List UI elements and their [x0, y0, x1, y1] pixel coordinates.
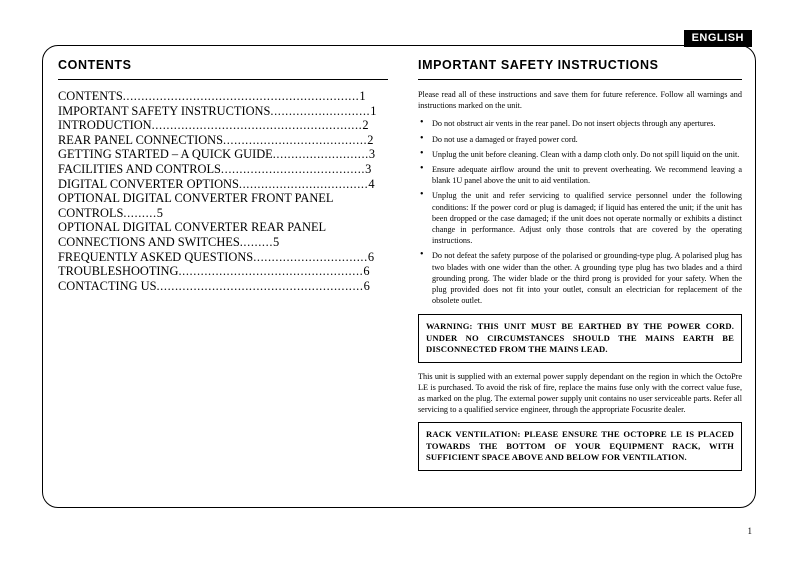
toc-entry[interactable]: [58, 89, 388, 104]
toc-dot-leader: .........: [123, 205, 157, 220]
toc-dot-leader: ................................................................: [122, 89, 360, 103]
warning-box: WARNING: THIS UNIT MUST BE EARTHED BY THE POWER CORD. UNDER NO CIRCUMSTANCES SHOULD THE MAINS EARTH BE DISCONNECTED FROM THE MAINS LEAD.: [418, 314, 742, 362]
toc-entry-page: 6: [363, 264, 370, 279]
toc-entry-page: 6: [367, 249, 375, 264]
toc-entry[interactable]: [58, 118, 388, 133]
toc-entry-label: IMPORTANT SAFETY INSTRUCTIONS: [58, 103, 271, 118]
safety-column: [418, 58, 742, 479]
toc-dot-leader: ........................................................: [156, 278, 364, 293]
contents-heading-rule: [58, 79, 388, 80]
power-supply-paragraph: This unit is supplied with an external power supply dependant on the region in which the OctoPre LE is purchased. To avoid the risk of fire, replace the mains fuse only with the correct value fuse, as marked on the plug. The external power supply unit contains no user serviceable parts. Refer all servicing to a qualified service engineer, through the appropriate Focusrite dealer.: [418, 371, 742, 415]
toc-entry-label: GETTING STARTED – A QUICK GUIDE: [58, 147, 273, 162]
toc-entry-label: REAR PANEL CONNECTIONS: [58, 132, 223, 147]
toc-entry-page: 3: [368, 147, 376, 162]
toc-entry-page: 6: [363, 278, 370, 293]
safety-intro-paragraph: Please read all of these instructions and save them for future reference. Follow all warnings and instructions marked on the unit.: [418, 90, 742, 111]
toc-entry-label: CONTENTS: [58, 89, 123, 103]
toc-dot-leader: .......................................: [223, 132, 368, 147]
toc-entry-page: 2: [362, 118, 369, 133]
safety-bullet-item: • Unplug the unit before cleaning. Clean with a damp cloth only. Do not spill liquid on the unit.: [418, 149, 742, 160]
toc-entry-page: 1: [359, 89, 366, 103]
toc-entry-page: 5: [273, 234, 280, 249]
toc-dot-leader: ...........................: [270, 103, 371, 118]
rack-ventilation-box: RACK VENTILATION: PLEASE ENSURE THE OCTOPRE LE IS PLACED TOWARDS THE BOTTOM OF YOUR EQUIPMENT RACK, WITH SUFFICIENT SPACE ABOVE AND BELOW FOR VENTILATION.: [418, 422, 742, 470]
toc-entry[interactable]: [58, 162, 388, 177]
toc-dot-leader: .........: [239, 234, 274, 249]
toc-entry[interactable]: [58, 104, 388, 119]
toc-entry[interactable]: [58, 264, 388, 279]
toc-entry[interactable]: [58, 250, 388, 265]
toc-entry-label: DIGITAL CONVERTER OPTIONS: [58, 176, 239, 191]
toc-entry-label: FREQUENTLY ASKED QUESTIONS: [58, 249, 254, 264]
toc-dot-leader: ...................................: [238, 176, 369, 191]
toc-dot-leader: ...............................: [253, 249, 368, 264]
toc-dot-leader: .......................................: [220, 161, 366, 176]
toc-entry[interactable]: [58, 220, 388, 249]
language-tab: ENGLISH: [684, 30, 752, 47]
toc-entry-label: OPTIONAL DIGITAL CONVERTER FRONT PANEL CONTROLS: [58, 191, 333, 220]
safety-bullet-item: • Do not use a damaged or frayed power cord.: [418, 134, 742, 145]
safety-heading: IMPORTANT SAFETY INSTRUCTIONS: [418, 58, 659, 72]
toc-entry-label: FACILITIES AND CONTROLS: [58, 161, 221, 176]
toc-entry[interactable]: [58, 279, 388, 294]
safety-bullet-item: • Do not obstruct air vents in the rear panel. Do not insert objects through any apertures.: [418, 118, 742, 129]
safety-bullet-list: [418, 118, 742, 306]
toc-entry-page: 1: [370, 103, 377, 118]
toc-entry-page: 2: [367, 132, 374, 147]
toc-entry[interactable]: [58, 191, 388, 220]
contents-heading: CONTENTS: [58, 58, 132, 72]
safety-bullet-item: • Do not defeat the safety purpose of the polarised or grounding-type plug. A polarised plug has two blades with one wider than the other. A grounding type plug has two blades and a third grounding prong. The wider blade or the third prong is provided for your safety. When the plug provided does not fit into your outlet, consult an electrician for replacement of the obsolete outlet.: [418, 250, 742, 306]
toc-dot-leader: ..........................: [272, 147, 369, 162]
two-column-layout: [58, 58, 742, 498]
safety-bullet-item: • Ensure adequate airflow around the unit to prevent overheating. We recommend leaving a blank 1U panel above the unit to aid ventilation.: [418, 164, 742, 186]
toc-entry-label: OPTIONAL DIGITAL CONVERTER REAR PANEL CONNECTIONS AND SWITCHES: [58, 220, 326, 249]
toc-entry-page: 5: [156, 205, 163, 220]
toc-entry-page: 3: [365, 161, 372, 176]
toc-entry[interactable]: [58, 177, 388, 192]
toc-dot-leader: ..................................................: [178, 264, 364, 279]
toc-entry[interactable]: [58, 133, 388, 148]
page-number: 1: [747, 526, 752, 536]
toc-dot-leader: .........................................................: [151, 118, 363, 133]
toc-entry-label: INTRODUCTION: [58, 118, 152, 133]
toc-entry[interactable]: [58, 147, 388, 162]
table-of-contents: [58, 89, 388, 293]
toc-entry-page: 4: [368, 176, 375, 191]
safety-bullet-item: • Unplug the unit and refer servicing to qualified service personnel under the following conditions: If the power cord or plug is damaged; if liquid has entered the unit; if the unit has been dropped or the case damaged; if the unit does not operate normally or exhibits a distinct change in performance. Adjust only those controls that are covered by the operating instructions.: [418, 190, 742, 246]
safety-heading-rule: [418, 79, 742, 80]
toc-entry-label: CONTACTING US: [58, 278, 157, 293]
toc-entry-label: TROUBLESHOOTING: [58, 264, 179, 279]
contents-column: [58, 58, 388, 293]
